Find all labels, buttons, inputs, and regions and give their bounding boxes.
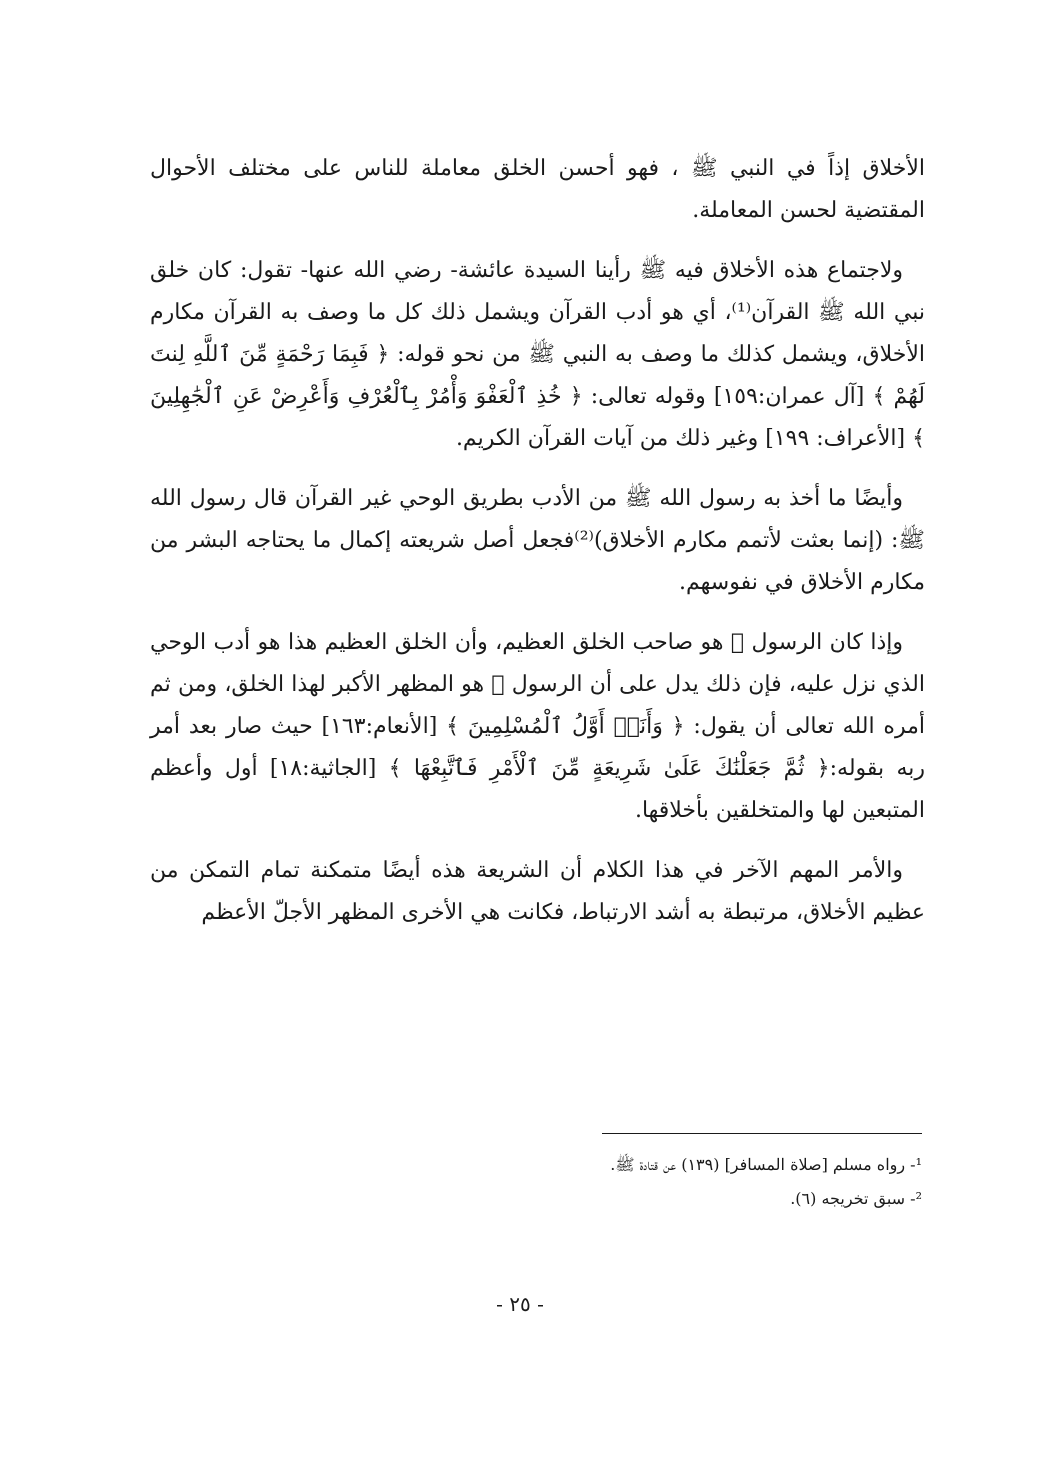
paragraph-4: وإذا كان الرسول ﷺ هو صاحب الخلق العظيم، وأن الخلق العظيم هذا هو أدب الوحي الذي نزل عليه، فإن ذلك يدل على أن الرسول ﷺ هو المظهر الأكبر لهذا الخلق، ومن ثم أمره الله تعالى أن يقول: ﴿ وَأَنَا۠ أَوَّلُ ٱلْمُسْلِمِينَ ﴾ [الأنعام:١٦٣] حيث صار بعد أمر ربه بقوله:﴿ ثُمَّ جَعَلْنَٰكَ عَلَىٰ شَرِيعَةٍ مِّنَ ٱلْأَمْرِ فَٱتَّبِعْهَا ﴾ [الجاثية:١٨] أول وأعظم المتبعين لها والمتخلقين بأخلاقها. [150, 630, 925, 823]
paragraph-5: والأمر المهم الآخر في هذا الكلام أن الشريعة هذه أيضًا متمكنة تمام التمكن من عظيم الأخلاق، مرتبطة به أشد الارتباط، فكانت هي الأخرى المظهر الأجلّ الأعظم [150, 858, 925, 925]
footnotes [222, 1148, 922, 1216]
paragraph-2: ولاجتماع هذه الأخلاق فيه ﷺ رأينا السيدة عائشة- رضي الله عنها- تقول: كان خلق نبي الله ﷺ القرآن⁽¹⁾، أي هو أدب القرآن ويشمل ذلك كل ما وصف به القرآن مكارم الأخلاق، ويشمل كذلك ما وصف به النبي ﷺ من نحو قوله: ﴿ فَبِمَا رَحْمَةٍ مِّنَ ٱللَّهِ لِنتَ لَهُمْ ﴾ [آل عمران:١٥٩] وقوله تعالى: ﴿ خُذِ ٱلْعَفْوَ وَأْمُرْ بِٱلْعُرْفِ وَأَعْرِضْ عَنِ ٱلْجَٰهِلِينَ ﴾ [الأعراف: ١٩٩] وغير ذلك من آيات القرآن الكريم. [150, 258, 925, 451]
footnote-divider [602, 1133, 922, 1134]
page-number: - ٢٥ - [496, 1292, 544, 1316]
footnote-1: ¹- رواه مسلم [صلاة المسافر] (١٣٩) عن قتادة ﷺ. [610, 1155, 922, 1174]
footnote-2: ²- سبق تخريجه (٦). [790, 1189, 922, 1208]
body-text [150, 148, 925, 934]
paragraph-3: وأيضًا ما أخذ به رسول الله ﷺ من الأدب بطريق الوحي غير القرآن قال رسول الله ﷺ: (إنما بعثت لأتمم مكارم الأخلاق)⁽²⁾فجعل أصل شريعته إكمال ما يحتاجه البشر من مكارم الأخلاق في نفوسهم. [150, 486, 925, 595]
paragraph-1: الأخلاق إذاً في النبي ﷺ ، فهو أحسن الخلق معاملة للناس على مختلف الأحوال المقتضية لحسن المعاملة. [150, 156, 925, 223]
